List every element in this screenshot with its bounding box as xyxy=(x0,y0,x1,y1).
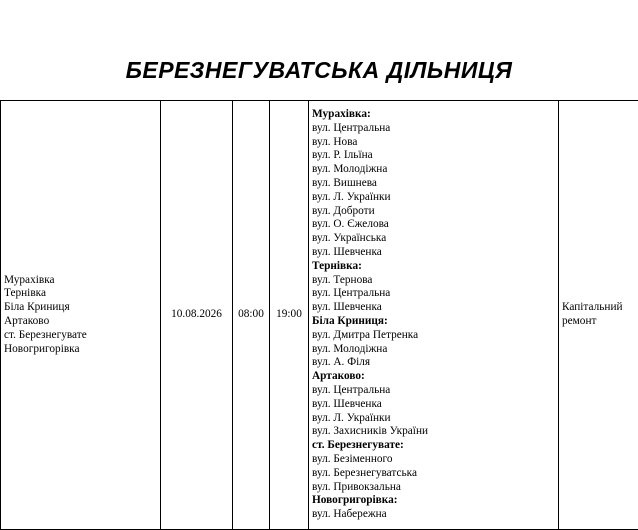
street-item: вул. Молодіжна xyxy=(312,343,555,357)
street-item: вул. Березнегуватська xyxy=(312,467,555,481)
street-item: вул. Шевченка xyxy=(312,398,555,412)
village-name: Біла Криниця xyxy=(4,301,157,315)
work-type-line: Капітальний xyxy=(562,301,636,315)
street-item: вул. Центральна xyxy=(312,384,555,398)
street-item: вул. Р. Ільїна xyxy=(312,149,555,163)
street-item: вул. Центральна xyxy=(312,287,555,301)
village-name: Мурахівка xyxy=(4,274,157,288)
villages-cell xyxy=(1,101,161,530)
street-item: вул. Набережна xyxy=(312,508,555,522)
street-item: вул. Доброти xyxy=(312,205,555,219)
street-item: вул. Безіменного xyxy=(312,453,555,467)
table-row xyxy=(1,101,638,530)
street-item: вул. Центральна xyxy=(312,122,555,136)
street-item: вул. Молодіжна xyxy=(312,163,555,177)
settlement-header: Артаково: xyxy=(312,370,555,384)
village-name: Новогригорівка xyxy=(4,343,157,357)
street-item: вул. Привокзальна xyxy=(312,481,555,495)
end-time-cell: 19:00 xyxy=(270,101,309,530)
start-time-cell: 08:00 xyxy=(233,101,270,530)
settlement-header: ст. Березнегувате: xyxy=(312,439,555,453)
street-item: вул. Шевченка xyxy=(312,246,555,260)
village-name: ст. Березнегувате xyxy=(4,329,157,343)
work-type-cell xyxy=(559,101,638,530)
street-item: вул. Вишнева xyxy=(312,177,555,191)
street-item: вул. А. Філя xyxy=(312,356,555,370)
village-name: Артаково xyxy=(4,315,157,329)
street-item: вул. Л. Українки xyxy=(312,191,555,205)
street-item: вул. Українська xyxy=(312,232,555,246)
street-item: вул. Захисників України xyxy=(312,425,555,439)
settlement-header: Біла Криниця: xyxy=(312,315,555,329)
street-item: вул. О. Єжелова xyxy=(312,218,555,232)
village-name: Тернівка xyxy=(4,287,157,301)
streets-cell xyxy=(309,101,559,530)
street-item: вул. Тернова xyxy=(312,274,555,288)
work-type-line: ремонт xyxy=(562,315,636,329)
settlement-header: Мурахівка: xyxy=(312,108,555,122)
street-item: вул. Л. Українки xyxy=(312,412,555,426)
page-title: БЕРЕЗНЕГУВАТСЬКА ДІЛЬНИЦЯ xyxy=(0,57,638,84)
settlement-header: Новогригорівка: xyxy=(312,494,555,508)
date-cell: 10.08.2026 xyxy=(161,101,233,530)
street-item: вул. Дмитра Петренка xyxy=(312,329,555,343)
settlement-header: Тернівка: xyxy=(312,260,555,274)
street-item: вул. Шевченка xyxy=(312,301,555,315)
street-item: вул. Нова xyxy=(312,136,555,150)
outage-schedule-table xyxy=(0,100,638,530)
